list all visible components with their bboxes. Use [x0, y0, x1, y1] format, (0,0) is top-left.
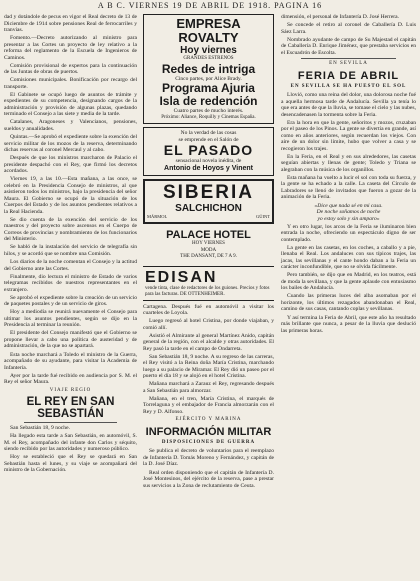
article-paragraph: Ayer por la tarde fué recibido en audiencia por S. M. el Rey el señor Maura. — [4, 372, 137, 386]
column-left — [4, 14, 137, 475]
ad-line: HOY VIERNES — [192, 241, 225, 246]
section-kicker: EN SEVILLA — [329, 61, 368, 67]
article-dateline: San Sebastián 18, 9 noche. — [10, 425, 70, 432]
ad-title: SIBERIA — [162, 181, 255, 203]
ad-author: Antonio de Hoyos y Vinent — [164, 164, 253, 172]
article-paragraph: Se publica el decreto de voluntarios para el reemplazo de Infantería D. Tomás Moreno y Fernández, y capitán de la D. José Díaz. — [143, 448, 274, 468]
ad-subtitle: SALCHICHON — [175, 202, 242, 214]
advertisement-royalty — [143, 14, 274, 124]
verse-line: De noche soñamos de noche — [316, 209, 381, 216]
article-paragraph: Cuando las primeras luces del alba asomaban por el horizonte, los últimos rezagados abandonaban el Real, camino de sus casas, cantando coplas y sevillanas. — [281, 293, 416, 313]
page-header: A B C. VIERNES 19 DE ABRIL DE 1918. PAGINA 16 — [97, 1, 323, 10]
ad-title: PALACE HOTEL — [166, 229, 251, 241]
article-paragraph: Viernes 19, a las 10.—Esta mañana, a las once, se celebró en la Presidencia Consejo de ministros, al que asistieron todos los ministros, bajo la presidencia del señor Maura. El Gobierno se ocupó de la situación de los Cuerpos del Estado y de los asuntos pendientes relativos a la Real Hacienda. — [4, 176, 137, 215]
ad-line: Próximo: Aliance, Roquilly y Cinemas España. — [161, 114, 256, 120]
article-paragraph: Finalmente, dio lectura el ministro de Estado de varios telegramas recibidos de nuestros representantes en el extranjero. — [4, 273, 137, 293]
article-paragraph: Esta mañana ha vuelto a lucir el sol con toda su fuerza, y la gente se ha echado a la calle. La caseta del Círculo de Labradores se llenó de invitados que fueron a gozar de la animación de la Feria. — [281, 174, 416, 201]
article-paragraph: La gente en las casetas, en los coches, a caballo y a pie, llenaba el Real. Los andaluces con sus típicos trajes, las jacas, las sevillanas y el cante hondo daban a la Feria un carácter inconfundible, que no se olvida fácilmente. — [281, 244, 416, 271]
section-title: INFORMACIÓN MILITAR — [145, 425, 272, 438]
article-paragraph: Catalanes, Aragoneses y Valencianos, pensiones, sueldos y anualidades. — [4, 119, 137, 132]
ad-side-label: MÁRMOL — [147, 213, 168, 219]
article-paragraph: dimensión, el personal de Infantería D. José Herrera. — [281, 14, 400, 20]
ad-line: No la verdad de las cosas — [180, 130, 237, 136]
divider — [24, 422, 117, 423]
divider — [301, 58, 396, 59]
article-paragraph: Y en otro lugar, los arcos de la Feria se iluminaron bien entrada la noche, ofreciendo un espectáculo digno de ser contemplado. — [281, 223, 416, 243]
article-paragraph: Quintas.—Se aprobó el expediente sobre la exención del servicio militar de los mozos de la reserva, determinando dichas reservas al coronel Mercaul y al cabo. — [4, 134, 137, 154]
ad-line: Hoy viernes — [180, 45, 237, 56]
section-kicker: VIAJE REGIO — [49, 387, 92, 393]
article-paragraph: Los diarios de la noche comentan el Consejo y la actitud del Gobierno ante las Cortes. — [4, 259, 137, 272]
section-title: EL REY EN SAN SEBASTIÁN — [26, 396, 115, 421]
section-kicker: EJÉRCITO Y MARINA — [175, 417, 242, 423]
ad-line: Cuatro partes de mucho interés. — [173, 108, 244, 114]
ad-line: sensacional novela inédita, de — [175, 158, 242, 164]
ad-title: EL PASADO — [163, 142, 254, 158]
column-right — [281, 14, 416, 336]
article-paragraph: Comisiones municipales. Bonificación por recargo del transporte. — [4, 77, 137, 90]
article-paragraph: Real orden disponiendo que el capitán de Infantería D. José Montesinos, del ejército de la reserva, pase a prestar sus servicios a la Zona de reclutamiento de Ceuta. — [143, 469, 274, 489]
article-paragraph: Comisión provisional de expertos para la continuación de las Juntas de obras de puertos. — [4, 62, 137, 76]
section-subtitle: DISPOSICIONES DE GUERRA — [161, 439, 256, 445]
ad-line: MODA — [200, 247, 217, 253]
article-paragraph: Asistió el Almirante al general Martínez Anido, capitán general de la región, con el alcalde y otras autoridades. El Rey pasó la tarde en el campo de Ondarreta. — [143, 332, 274, 352]
section-subtitle: EN SEVILLA SE HA PUESTO EL SOL — [290, 83, 407, 89]
ad-show: Redes de intriga — [161, 61, 256, 76]
article-paragraph: Pero también, se dijo que en Madrid, en los teatros, está de moda la sevillana, y que la gente aplaude con entusiasmo los bailes de Andalucía. — [281, 272, 416, 292]
advertisement-siberia — [143, 179, 274, 225]
verse-line: yo estoy solo y sin amparo» — [317, 215, 380, 222]
article-paragraph: Se habló de la instalación del servicio de telegrafía sin hilos, y se acordó que se nombre una Comisión. — [4, 244, 137, 257]
ad-line: THE DANSANT, DE 7 A 9. — [180, 254, 237, 259]
advertisement-palace — [143, 227, 274, 263]
article-paragraph: Mañana, en el tren, María Cristina, el marqués de Torrelaguna y el embajador de Francia almorzarán con el Rey y D. Alfonso. — [143, 395, 274, 415]
column-center — [143, 14, 274, 491]
article-paragraph: Después de que los ministros marcharon de Palacio el presidente despachó con el Rey, que firmó los decretos acordados. — [4, 155, 137, 175]
article-paragraph: Luego regresó al hotel Cristina, por donde viajaban, y comió allí. — [143, 318, 274, 331]
article-paragraph: Mañana marchará a Zarauz el Rey, regresando después a San Sebastián para almorzar. — [143, 381, 274, 394]
ad-show: Isla de redención — [159, 94, 258, 108]
article-paragraph: Esta noche marchará a Toledo el ministro de la Guerra, acompañado de su ayudante, para visitar la Academia de Infantería. — [4, 351, 137, 371]
article-paragraph: dad y dotándole de pecus en vigor el Real decreto de 13 de Diciembre de 1914 sobre pensiones Real de ferrocarriles y tranvías. — [4, 14, 137, 33]
ad-side-label: GÜINT — [256, 213, 270, 219]
ad-line: vende tinta, clase de redactores de los guiones. Precios y fotos para las facturas. DE OTTENHEIMER. — [145, 285, 270, 297]
ad-title: EMPRESA ROVALTY — [176, 16, 241, 45]
ad-show: Programa Ajuria — [162, 81, 255, 95]
article-paragraph: En la Feria, en el Real y en sus alrededores, las casetas seguían abiertas y llenas de gente; Toledo y Triana se alegraban con la música de los organillos. — [281, 153, 416, 173]
advertisement-edisan — [143, 266, 274, 301]
article-paragraph: Y así termina la Feria de Abril, que este año ha resultado más brillante que nunca, a pesar de la lluvia que deslució las primeras horas. — [281, 314, 416, 334]
article-paragraph: Se aprobó el expediente sobre la creación de un servicio de paquetes postales y de un servicio de giros. — [4, 294, 137, 308]
article-paragraph: El Gabinete se ocupó luego de asuntos de trámite y expedientes de su competencia, designando cargos de la administración y provisión de algunas plazas, quedando terminado el Consejo a las siete y media de la tarde. — [4, 91, 137, 118]
article-paragraph: Hoy se estableció que el Rey se quedará en San Sebastián hasta el lunes, y su viaje se acompañará del ministro de la Gobernación. — [4, 454, 137, 474]
advertisement-el-pasado — [143, 127, 274, 176]
article-paragraph: Hoy a mediodía se reunirá nuevamente el Consejo para ultimar los asuntos pendientes, según se dijo en la Presidencia al terminar la reunión. — [4, 309, 137, 329]
article-paragraph: Era la hora en que la gente, señoritos y mozos, cruzaban por el paseo de los Pinos. La gente se divertía en grande, así como en años anteriores, según recuerdan los viejos. Con aire de un dolor sin límite, hubo que volver a casa y se recogieron los trajes. — [281, 119, 416, 152]
ad-title: EDISAN — [145, 268, 218, 286]
article-paragraph: Se dio cuenta de la exención del servicio de los maestros y del proyecto sobre ascensos en el Cuerpo de Correos de provincias y nombramiento de los funcionarios del Ministerio. — [4, 216, 137, 243]
verse-line: «Dice que nada sé en mi casa. — [314, 202, 383, 209]
section-title: FERIA DE ABRIL — [297, 69, 400, 82]
article-paragraph: Se concede el retiro al coronel de Caballería D. Luis Sáez Larra. — [281, 22, 416, 35]
ad-line: se emprende en el Salón de — [178, 136, 239, 143]
article-paragraph: Ha llegado esta tarde a San Sebastián, en automóvil, S. M. el Rey, acompañado del infante don Carlos y séquito, siendo recibido por las autoridades y numeroso público. — [4, 433, 137, 453]
article-paragraph: Llovió, como una reina del dolor, una dolorosa noche fué a aquella hermosa tarde de Andalucía. Sevilla ya tenía lo que era antes de que la lluvia, se tomase el cielo y las nubes, desencadenasen la tormenta sobre la Feria. — [281, 92, 416, 118]
article-paragraph: El presidente del Consejo manifestó que el Gobierno se propone llevar a cabo una política de austeridad y de administración, de la que no se apartará. — [4, 330, 137, 350]
ad-line: GRANDES ESTRENOS — [183, 56, 234, 61]
article-paragraph: Nombrado ayudante de campo de Su Majestad el capitán de Caballería D. Enrique Jiménez, que prestaba servicios en el Escuadrón de Escolta. — [281, 36, 416, 56]
article-paragraph: Cartagena. Después fué en automóvil a visitar los cuarteles de Loyola. — [143, 303, 274, 316]
article-paragraph: San Sebastián 18, 9 noche. A su regreso de las carreras, el Rey visitó a la Reina doña María Cristina, marchando luego a su palacio de Miramar. El Rey dió un paseo por el puerto el día 18 y se alojó en el hotel Cristina. — [143, 353, 274, 380]
ad-line: Cinco partes, por Alice Brady. — [175, 75, 242, 82]
article-paragraph: Fomento.—Decreto autorizando al ministro para presentar a las Cortes un proyecto de ley relativo a la reforma del reglamento de la Escuela de Ingenieros de Caminos. — [4, 35, 137, 61]
